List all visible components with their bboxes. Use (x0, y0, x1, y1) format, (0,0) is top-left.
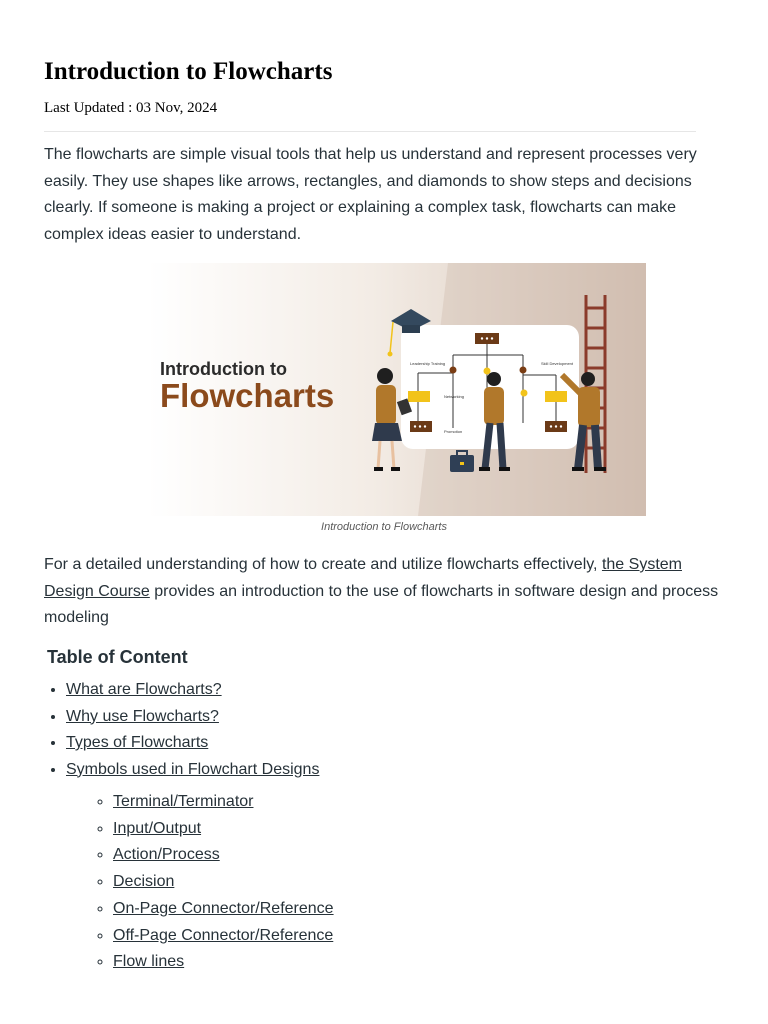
box-label-skill: Skill Development (541, 361, 574, 366)
detail-text-before: For a detailed understanding of how to create and utilize flowcharts effectively, (44, 556, 602, 573)
toc-subitem (113, 842, 334, 869)
box-label-networking: Networking (444, 394, 465, 399)
toc-link-decision[interactable]: Decision (113, 873, 175, 891)
hero-image (148, 263, 646, 516)
toc-link-terminal[interactable]: Terminal/Terminator (113, 793, 254, 810)
page-title: Introduction to Flowcharts (44, 58, 333, 85)
toc-subitem (113, 789, 334, 816)
hero-text-line1: Introduction to (160, 359, 287, 379)
toc-subitem (113, 949, 334, 976)
intro-paragraph: The flowcharts are simple visual tools that help us understand and represent processes very easily. They use shapes like arrows, rectangles, and diamonds to show steps and decisions clearly. If someone is making a project or explaining a complex task, flowcharts can make complex ideas easier to understand. (44, 146, 697, 243)
toc-link-what-are-flowcharts[interactable]: What are Flowcharts? (66, 681, 222, 698)
system-design-course-link[interactable]: the System Design Course (44, 556, 682, 600)
toc-link-off-page-connector[interactable]: Off-Page Connector/Reference (113, 926, 334, 944)
box-yellow-left (408, 391, 430, 402)
toc-link-on-page-connector[interactable]: On-Page Connector/Reference (113, 899, 334, 917)
hero-text-line2: Flowcharts (160, 377, 335, 414)
toc-subitem (113, 896, 334, 923)
table-of-contents (0, 677, 334, 976)
toc-link-flow-lines[interactable]: Flow lines (113, 953, 185, 971)
toc-link-types-of-flowcharts[interactable]: Types of Flowcharts (66, 734, 209, 751)
toc-item (66, 757, 334, 976)
detail-paragraph (44, 552, 724, 632)
toc-link-action-process[interactable]: Action/Process (113, 846, 220, 864)
toc-subitem (113, 816, 334, 843)
toc-item (66, 677, 334, 704)
box-label-leadership: Leadership Training (410, 361, 446, 366)
toc-title: Table of Content (47, 647, 188, 667)
divider (44, 131, 696, 132)
toc-link-symbols-used[interactable]: Symbols used in Flowchart Designs (66, 760, 320, 778)
toc-item (66, 704, 334, 731)
toc-item (66, 730, 334, 757)
hero-caption: Introduction to Flowcharts (321, 521, 447, 533)
box-yellow-right (545, 391, 567, 402)
toc-link-why-use-flowcharts[interactable]: Why use Flowcharts? (66, 707, 219, 725)
last-updated: Last Updated : 03 Nov, 2024 (44, 100, 218, 116)
toc-subitem (113, 869, 334, 896)
toc-sublist (66, 789, 334, 976)
toc-subitem (113, 923, 334, 950)
detail-text-after: provides an introduction to the use of flowcharts in software design and process modeling (44, 582, 719, 626)
box-label-promotion: Promotion (444, 429, 463, 434)
toc-link-input-output[interactable]: Input/Output (113, 819, 202, 837)
